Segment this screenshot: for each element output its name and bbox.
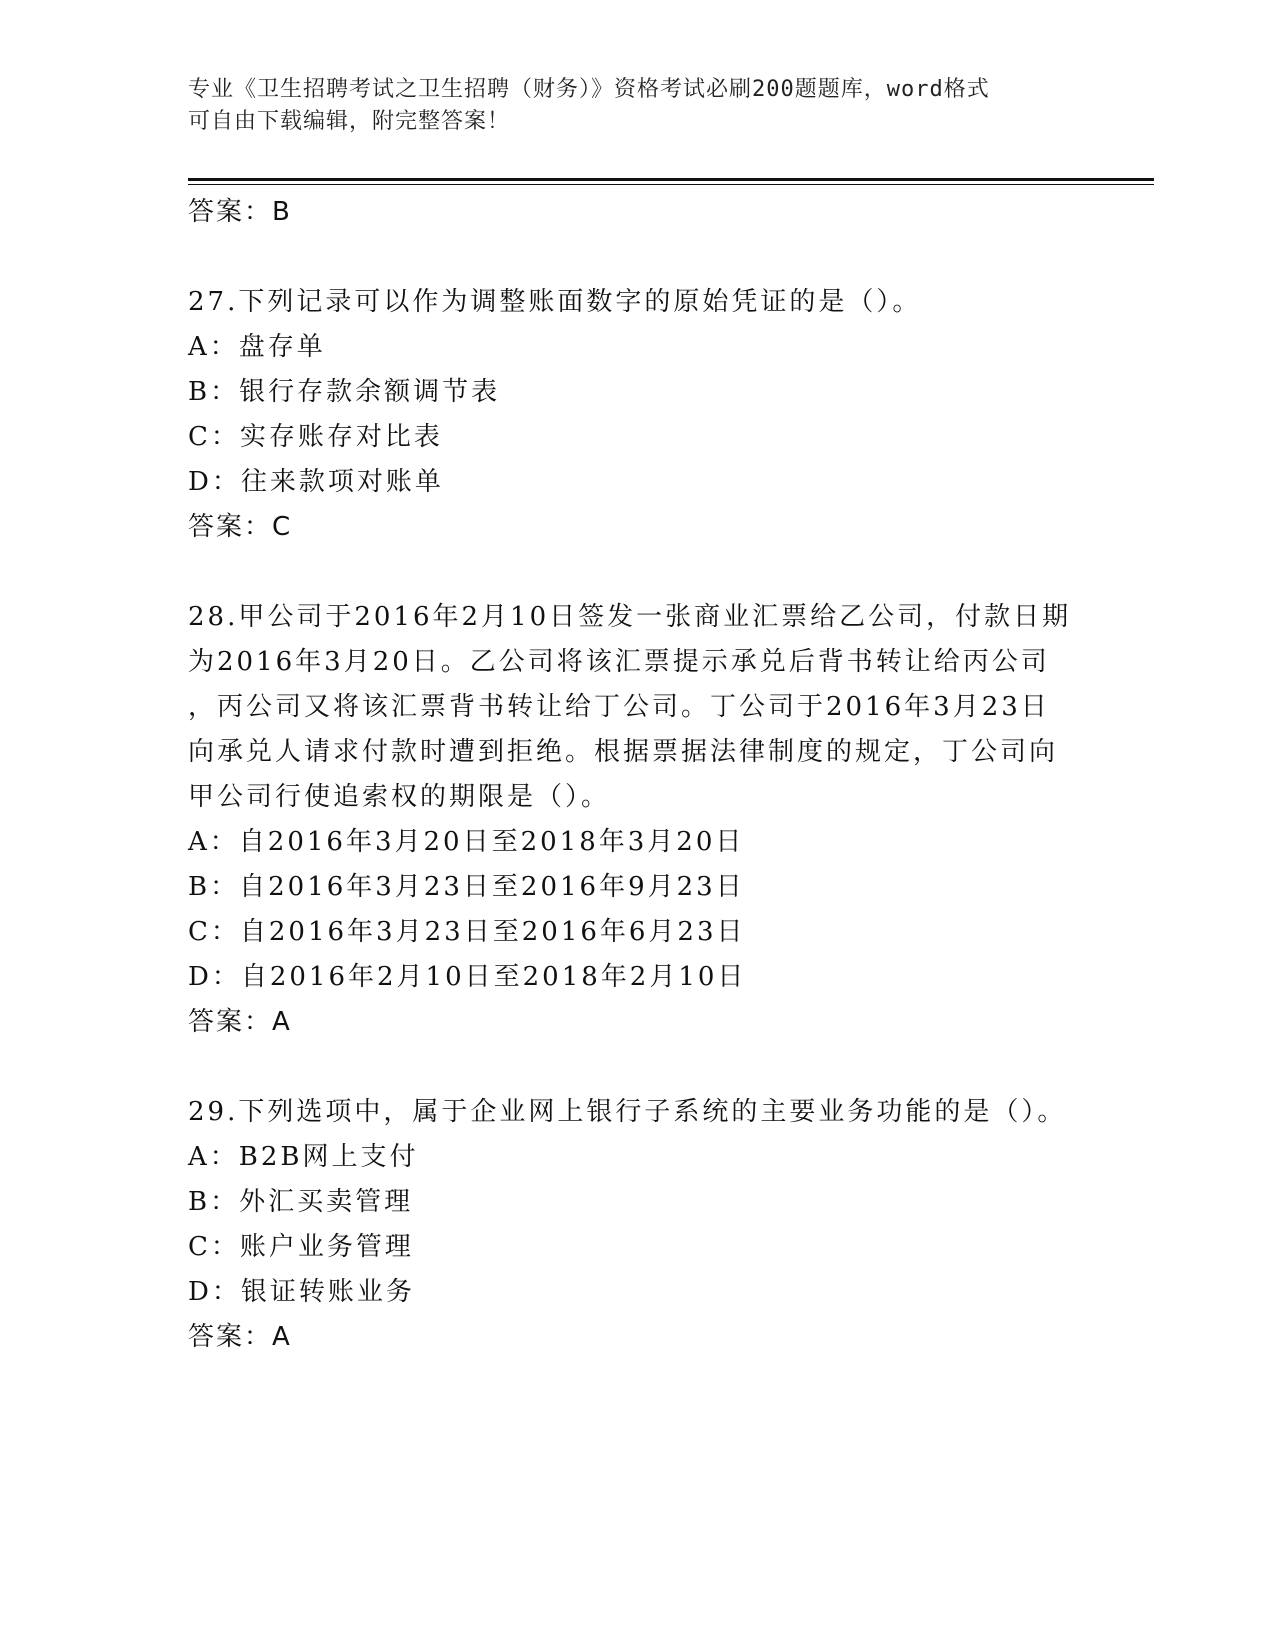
- question-list: [188, 190, 1088, 1360]
- option-a: A：自2016年3月20日至2018年3月20日: [188, 827, 745, 857]
- option-c: C：自2016年3月23日至2016年6月23日: [188, 917, 746, 947]
- answer-28: 答案：A: [188, 1007, 292, 1037]
- question-stem: 28.甲公司于2016年2月10日签发一张商业汇票给乙公司，付款日期 为2016年3月20日。乙公司将该汇票提示承兑后背书转让给丙公司 ，丙公司又将该汇票背书转让给丁公司。丁公司于2016年3月23日 向承兑人请求付款时遭到拒绝。根据票据法律制度的规定，丁公司向 甲公司行使追索权的期限是（）。: [188, 602, 1072, 812]
- question-stem: 29.下列选项中，属于企业网上银行子系统的主要业务功能的是（）。: [188, 1097, 1067, 1127]
- question-stem: 27.下列记录可以作为调整账面数字的原始凭证的是（）。: [188, 287, 922, 317]
- header-line-2: 可自由下载编辑，附完整答案！: [188, 109, 511, 134]
- answer-26: 答案：B: [188, 197, 292, 227]
- option-c: C：实存账存对比表: [188, 422, 443, 452]
- option-b: B：外汇买卖管理: [188, 1187, 414, 1217]
- option-d: D：银证转账业务: [188, 1277, 415, 1307]
- option-b: B：银行存款余额调节表: [188, 377, 501, 407]
- option-d: D：往来款项对账单: [188, 467, 444, 497]
- option-b: B：自2016年3月23日至2016年9月23日: [188, 872, 745, 902]
- header-rule-thin: [188, 184, 1154, 185]
- question-28: [188, 595, 1088, 1045]
- header-rule-thick: [188, 178, 1154, 181]
- option-d: D：自2016年2月10日至2018年2月10日: [188, 962, 747, 992]
- option-a: A：B2B网上支付: [188, 1142, 419, 1172]
- question-27: [188, 280, 1088, 550]
- document-header: [188, 74, 1068, 138]
- answer-29: 答案：A: [188, 1322, 292, 1352]
- answer-27: 答案：C: [188, 512, 293, 542]
- header-line-1: 专业《卫生招聘考试之卫生招聘（财务）》资格考试必刷200题题库，word格式: [188, 77, 990, 102]
- option-c: C：账户业务管理: [188, 1232, 414, 1262]
- option-a: A：盘存单: [188, 332, 326, 362]
- question-29: [188, 1090, 1088, 1360]
